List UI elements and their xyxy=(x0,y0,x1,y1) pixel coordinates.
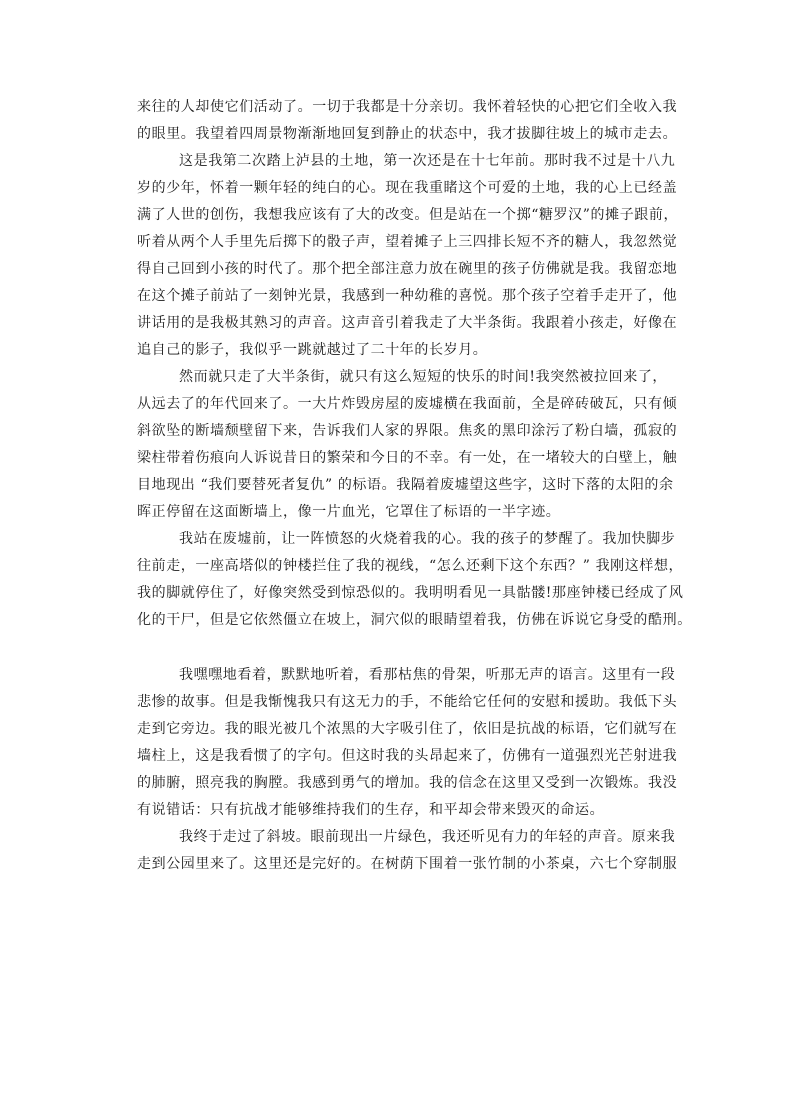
text-line: 讲话用的是我极其熟习的声音。这声音引着我走了大半条街。我跟着小孩走，好像在 xyxy=(137,315,678,331)
paragraph-start-line: 我站在废墟前，让一阵愤怒的火烧着我的心。我的孩子的梦醒了。我加快脚步 xyxy=(179,531,676,547)
text-line: 的肺腑，照亮我的胸膛。我感到勇气的增加。我的信念在这里又受到一次锻炼。我没 xyxy=(137,775,678,791)
paragraph-start-line: 这是我第二次踏上泸县的土地，第一次还是在十七年前。那时我不过是十八九 xyxy=(179,153,676,169)
text-line: 墙柱上，这是我看惯了的字句。但这时我的头昂起来了，仿佛有一道强烈光芒射进我 xyxy=(137,748,678,764)
text-line: 晖正停留在这面断墙上，像一片血光，它罩住了标语的一半字迹。 xyxy=(137,504,561,520)
text-line: 有说错话：只有抗战才能够维持我们的生存，和平却会带来毁灭的命运。 xyxy=(137,802,605,818)
text-line: 化的干尸，但是它依然僵立在坡上，洞穴似的眼睛望着我，仿佛在诉说它身受的酷刑。 xyxy=(137,612,692,628)
paragraph-gap xyxy=(137,634,692,662)
text-line: 追自己的影子，我似乎一跳就越过了二十年的长岁月。 xyxy=(137,342,488,358)
text-line: 悲惨的故事。但是我惭愧我只有这无力的手，不能给它任何的安慰和援助。我低下头 xyxy=(137,694,678,710)
paragraph-start-line: 我终于走过了斜坡。眼前现出一片绿色，我还听见有力的年轻的声音。原来我 xyxy=(179,829,676,845)
text-line: 走到它旁边。我的眼光被几个浓黑的大字吸引住了，依旧是抗战的标语，它们就写在 xyxy=(137,721,678,737)
text-line: 岁的少年，怀着一颗年轻的纯白的心。现在我重睹这个可爱的土地，我的心上已经盖 xyxy=(137,180,678,196)
text-line: 的眼里。我望着四周景物渐渐地回复到静止的状态中，我才拔脚往坡上的城市走去。 xyxy=(137,126,678,142)
text-line: 得自己回到小孩的时代了。那个把全部注意力放在碗里的孩子仿佛就是我。我留恋地 xyxy=(137,261,678,277)
paragraph-start-line: 然而就只走了大半条街，就只有这么短短的快乐的时间!我突然被拉回来了， xyxy=(179,369,668,385)
text-line: 满了人世的创伤，我想我应该有了大的改变。但是站在一个掷“糖罗汉”的摊子跟前， xyxy=(137,207,679,223)
text-line: 我的脚就停住了，好像突然受到惊恐似的。我明明看见一具骷髅!那座钟楼已经成了风 xyxy=(137,585,684,601)
text-line: 目地现出 “我们要替死者复仇” 的标语。我隔着废墟望这些字，这时下落的太阳的余 xyxy=(137,477,674,493)
article-body xyxy=(137,94,692,878)
paragraph-start-line: 我嘿嘿地看着，默默地听着，看那枯焦的骨架，听那无声的语言。这里有一段 xyxy=(179,667,676,683)
text-line: 在这个摊子前站了一刻钟光景，我感到一种幼稚的喜悦。那个孩子空着手走开了，他 xyxy=(137,288,678,304)
text-line: 梁柱带着伤痕向人诉说昔日的繁荣和今日的不幸。有一处，在一堵较大的白壁上，触 xyxy=(137,450,678,466)
text-line: 听着从两个人手里先后掷下的骰子声，望着摊子上三四排长短不齐的糖人，我忽然觉 xyxy=(137,234,678,250)
text-line: 斜欲坠的断墙颓壁留下来，告诉我们人家的界限。焦炙的黑印涂污了粉白墙，孤寂的 xyxy=(137,423,678,439)
text-line: 走到公园里来了。这里还是完好的。在树荫下围着一张竹制的小茶桌，六七个穿制服 xyxy=(137,856,678,872)
text-line: 来往的人却使它们活动了。一切于我都是十分亲切。我怀着轻快的心把它们全收入我 xyxy=(137,99,678,115)
text-line: 从远去了的年代回来了。一大片炸毁房屋的废墟横在我面前，全是碎砖破瓦，只有倾 xyxy=(137,396,678,412)
text-line: 往前走，一座高塔似的钟楼拦住了我的视线，“怎么还剩下这个东西？” 我刚这样想， xyxy=(137,558,684,574)
